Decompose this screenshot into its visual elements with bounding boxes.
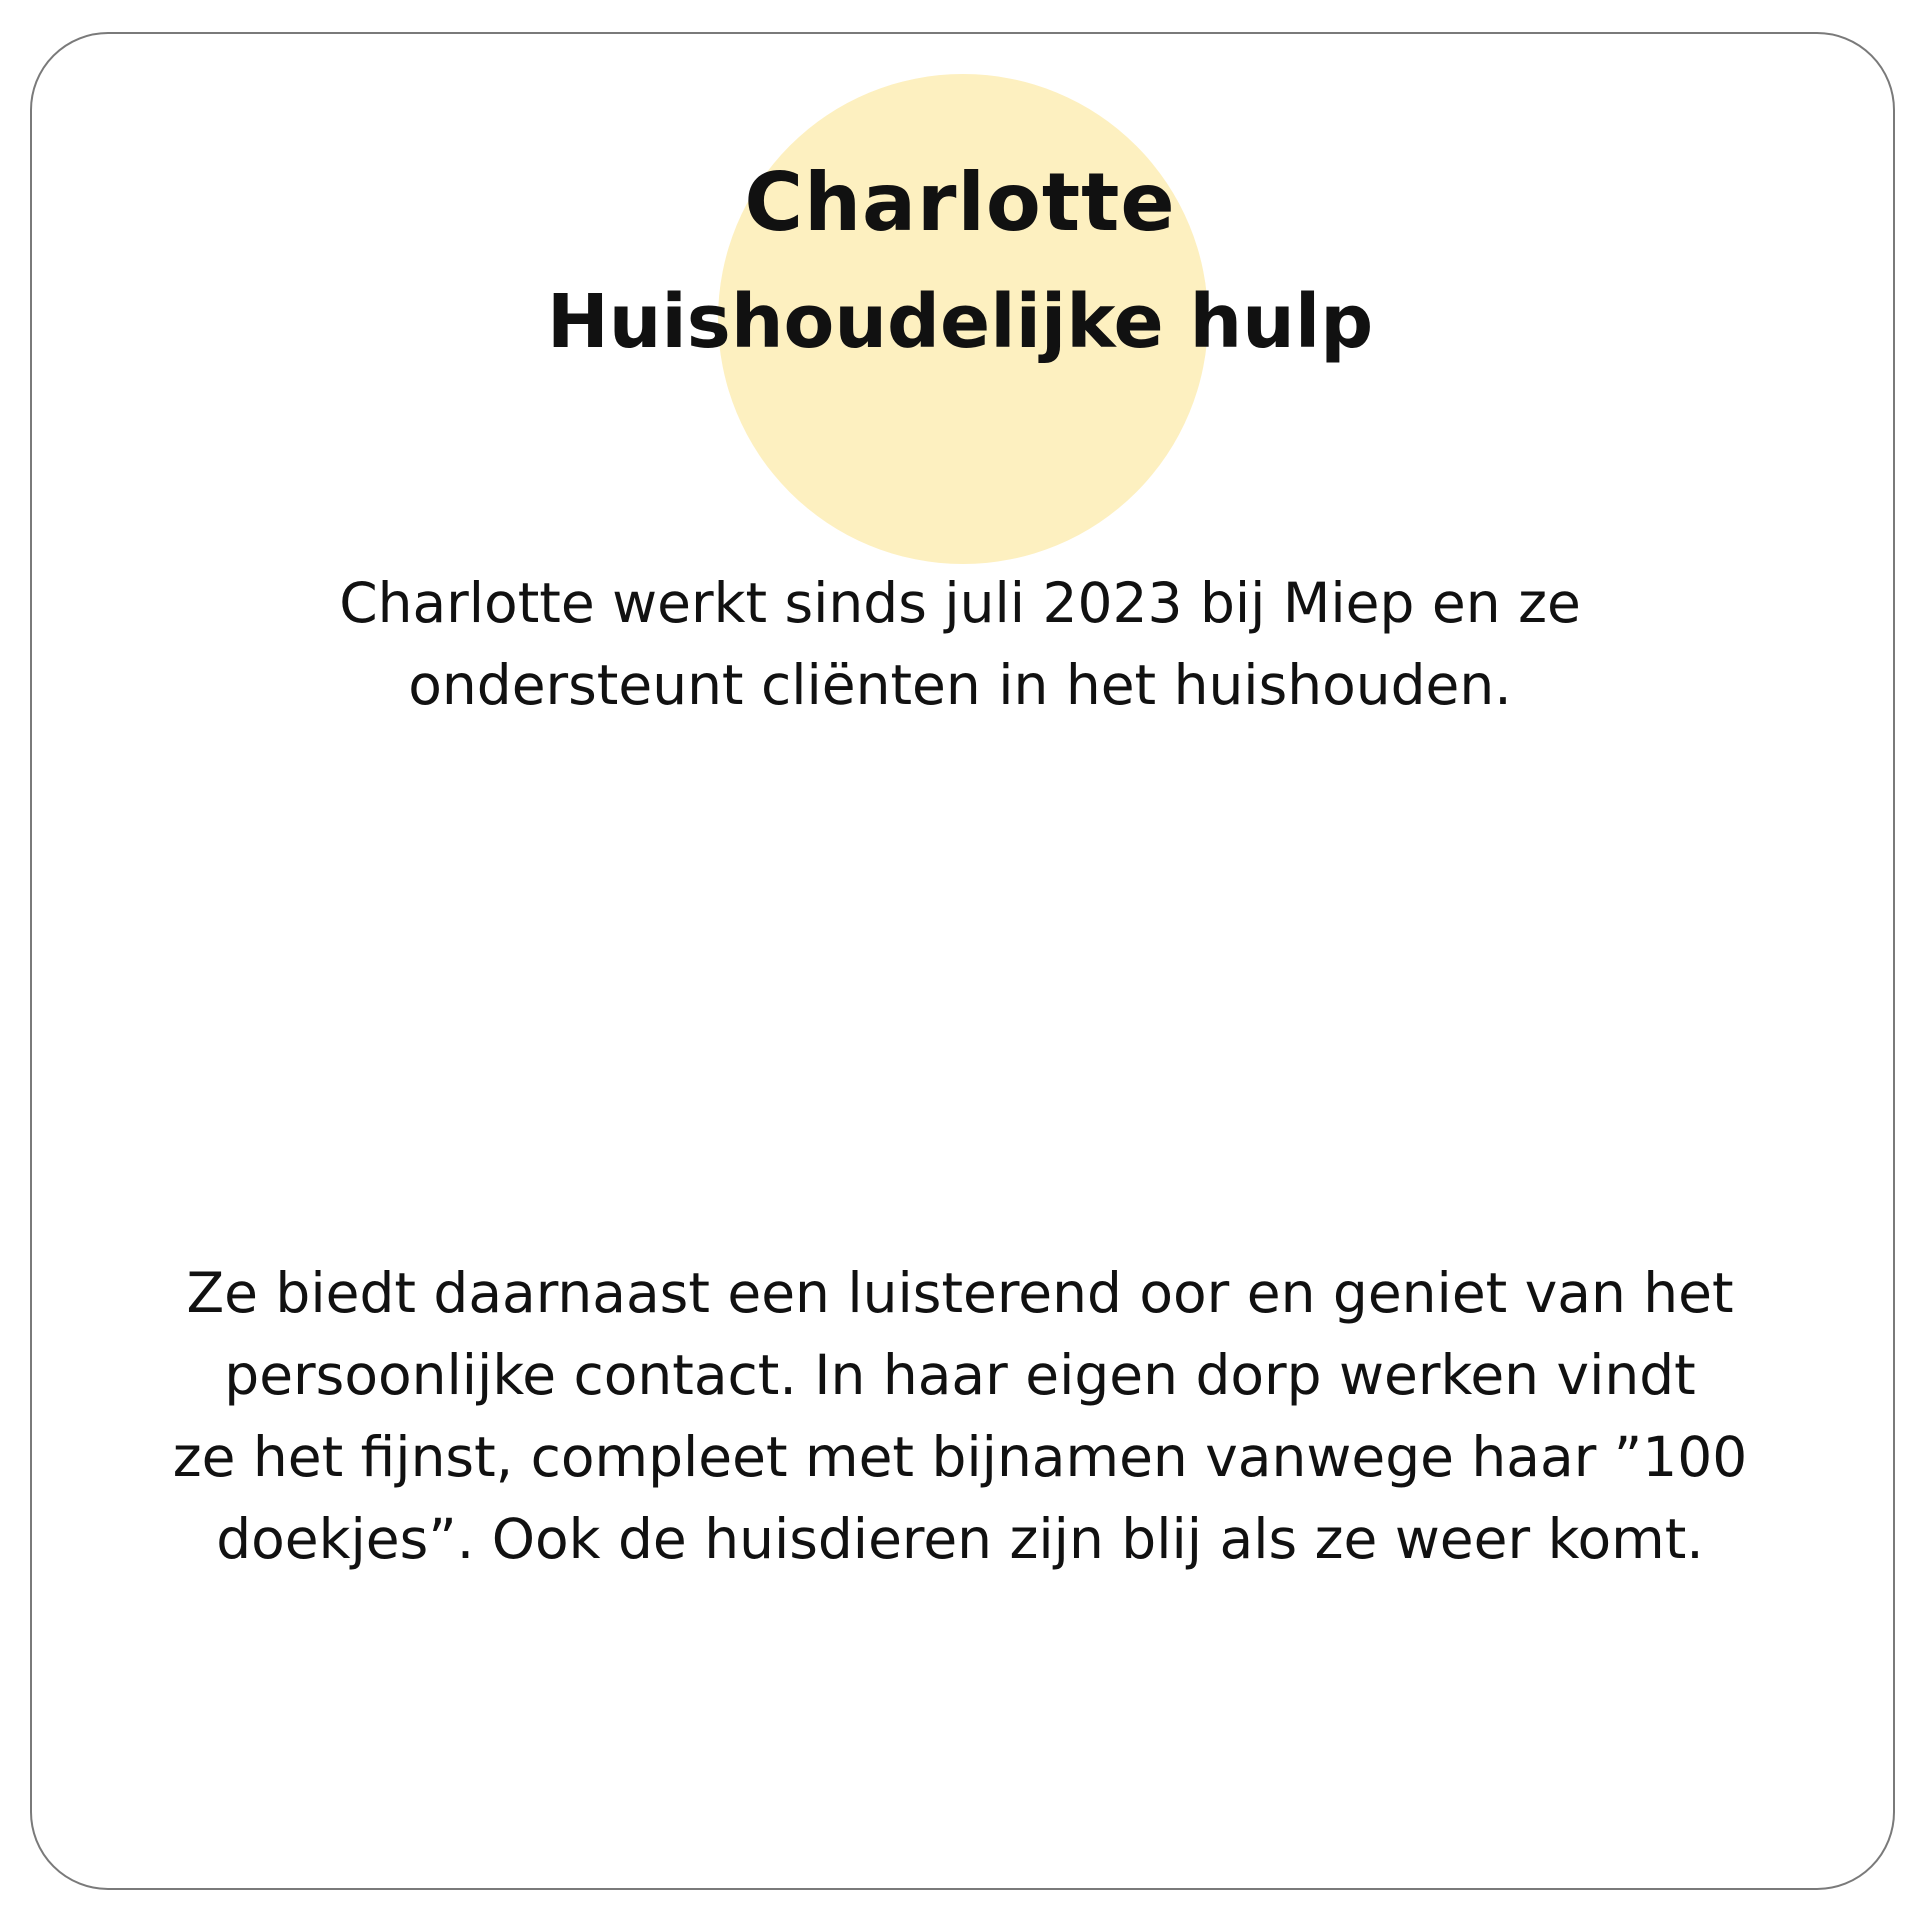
profile-role: Huishoudelijke hulp <box>546 279 1374 365</box>
bio-line: persoonlijke contact. In haar eigen dorp werken vindt <box>224 1343 1696 1407</box>
intro-text <box>260 562 1660 726</box>
bio-line: doekjes”. Ook de huisdieren zijn blij als ze weer komt. <box>216 1507 1704 1571</box>
bio-line: Ze biedt daarnaast een luisterend oor en geniet van het <box>186 1261 1734 1325</box>
bio-line: ze het fijnst, compleet met bijnamen vanwege haar ”100 <box>172 1425 1748 1489</box>
bio-text <box>160 1252 1760 1580</box>
intro-line: Charlotte werkt sinds juli 2023 bij Miep en ze <box>339 571 1581 635</box>
profile-name: Charlotte <box>744 156 1176 249</box>
intro-line: ondersteunt cliënten in het huishouden. <box>408 653 1512 717</box>
